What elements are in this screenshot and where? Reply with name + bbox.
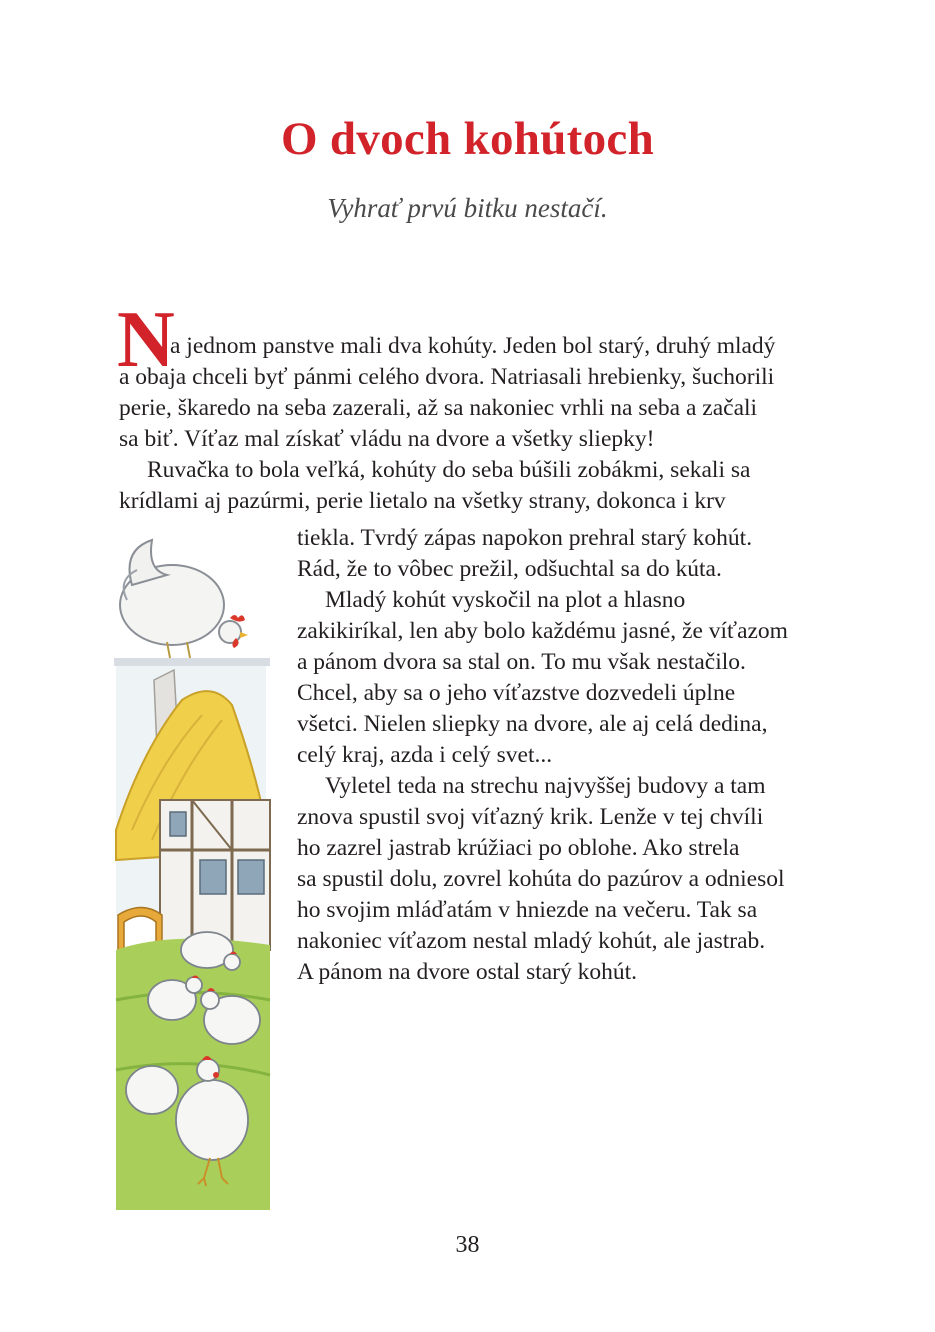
story-line: perie, škaredo na seba zazerali, až sa nakoniec vrhli na seba a začali	[119, 395, 758, 421]
story-line: a jednom panstve mali dva kohúty. Jeden bol starý, druhý mladý	[170, 333, 776, 359]
page-number: 38	[455, 1232, 480, 1258]
story-line: Chcel, aby sa o jeho víťazstve dozvedeli úplne	[297, 680, 736, 706]
story-line: ho zazrel jastrab krúžiaci po oblohe. Ako strela	[297, 835, 740, 861]
story-line: všetci. Nielen sliepky na dvore, ale aj celá dedina,	[297, 711, 768, 737]
page-title: O dvoch kohútoch	[280, 113, 655, 165]
story-line: Vyletel teda na strechu najvyššej budovy a tam	[325, 773, 766, 799]
drop-cap: N	[117, 296, 175, 384]
story-line: znova spustil svoj víťazný krik. Lenže v tej chvíli	[297, 804, 764, 830]
story-line: krídlami aj pazúrmi, perie lietalo na všetky strany, dokonca i krv	[119, 488, 726, 514]
story-line: sa spustil dolu, zovrel kohúta do pazúrov a odniesol	[297, 866, 785, 892]
story-line: Rád, že to vôbec prežil, odšuchtal sa do kúta.	[297, 556, 722, 582]
story-line: tiekla. Tvrdý zápas napokon prehral starý kohút.	[297, 525, 753, 551]
story-line: zakikiríkal, len aby bolo každému jasné, že víťazom	[297, 618, 788, 644]
farmyard-illustration	[112, 530, 288, 1210]
top-hen-icon	[120, 540, 248, 658]
story-line: ho svojim mláďatám v hniezde na večeru. Tak sa	[297, 897, 758, 923]
story-line: Ruvačka to bola veľká, kohúty do seba búšili zobákmi, sekali sa	[147, 457, 751, 483]
story-line: celý kraj, azda i celý svet...	[297, 742, 553, 768]
story-top-block	[119, 331, 775, 517]
story-line: nakoniec víťazom nestal mladý kohút, ale jastrab.	[297, 928, 766, 954]
page-subtitle: Vyhrať prvú bitku nestačí.	[327, 193, 608, 223]
story-line: sa biť. Víťaz mal získať vládu na dvore a všetky sliepky!	[119, 426, 655, 452]
story-line: A pánom na dvore ostal starý kohút.	[297, 959, 638, 985]
story-line: a pánom dvora sa stal on. To mu však nestačilo.	[297, 649, 746, 675]
story-line: a obaja chceli byť pánmi celého dvora. Natriasali hrebienky, šuchorili	[119, 364, 775, 390]
story-line: Mladý kohút vyskočil na plot a hlasno	[325, 587, 686, 613]
story-side-block	[297, 523, 788, 988]
